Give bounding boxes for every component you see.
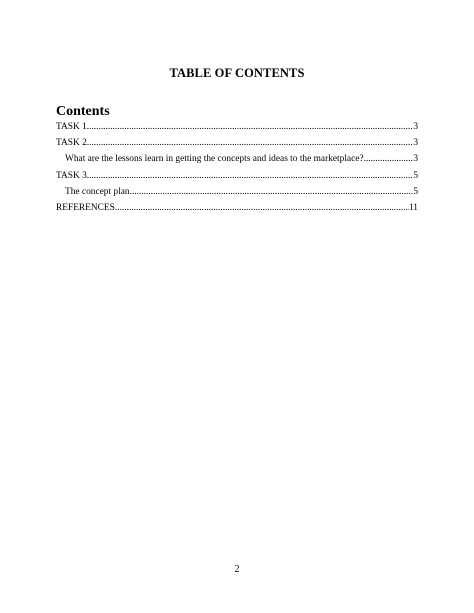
table-of-contents — [56, 121, 418, 218]
toc-entry-label: What are the lessons learn in getting the concepts and ideas to the marketplace? — [65, 154, 364, 165]
toc-entry-label: TASK 3 — [56, 170, 87, 181]
toc-entry-page: 5 — [413, 170, 418, 181]
page-title: TABLE OF CONTENTS — [169, 66, 305, 80]
toc-entry-label: REFERENCES — [56, 202, 115, 213]
toc-entry-page: 11 — [408, 202, 418, 213]
toc-dot-leader — [87, 170, 414, 182]
toc-entry-page: 5 — [413, 186, 418, 197]
toc-entry-label: TASK 2 — [56, 138, 87, 149]
toc-dot-leader — [364, 153, 414, 165]
toc-entry-concept-plan[interactable] — [56, 186, 418, 202]
toc-entry-task-1[interactable] — [56, 121, 418, 137]
toc-entry-page: 3 — [413, 122, 418, 132]
page-number: 2 — [234, 564, 240, 575]
toc-dot-leader — [130, 186, 414, 198]
toc-dot-leader — [87, 121, 414, 133]
toc-entry-label: The concept plan — [65, 186, 130, 197]
toc-entry-task-2[interactable] — [56, 137, 418, 153]
toc-entry-page: 3 — [413, 138, 418, 149]
toc-dot-leader — [115, 202, 409, 214]
toc-dot-leader — [87, 137, 414, 149]
contents-heading: Contents — [56, 104, 110, 119]
toc-entry-lessons-learn[interactable] — [56, 153, 418, 169]
toc-entry-label: TASK 1 — [56, 122, 87, 132]
toc-entry-task-3[interactable] — [56, 170, 418, 186]
toc-entry-page: 3 — [413, 154, 418, 165]
toc-entry-references[interactable] — [56, 202, 418, 218]
